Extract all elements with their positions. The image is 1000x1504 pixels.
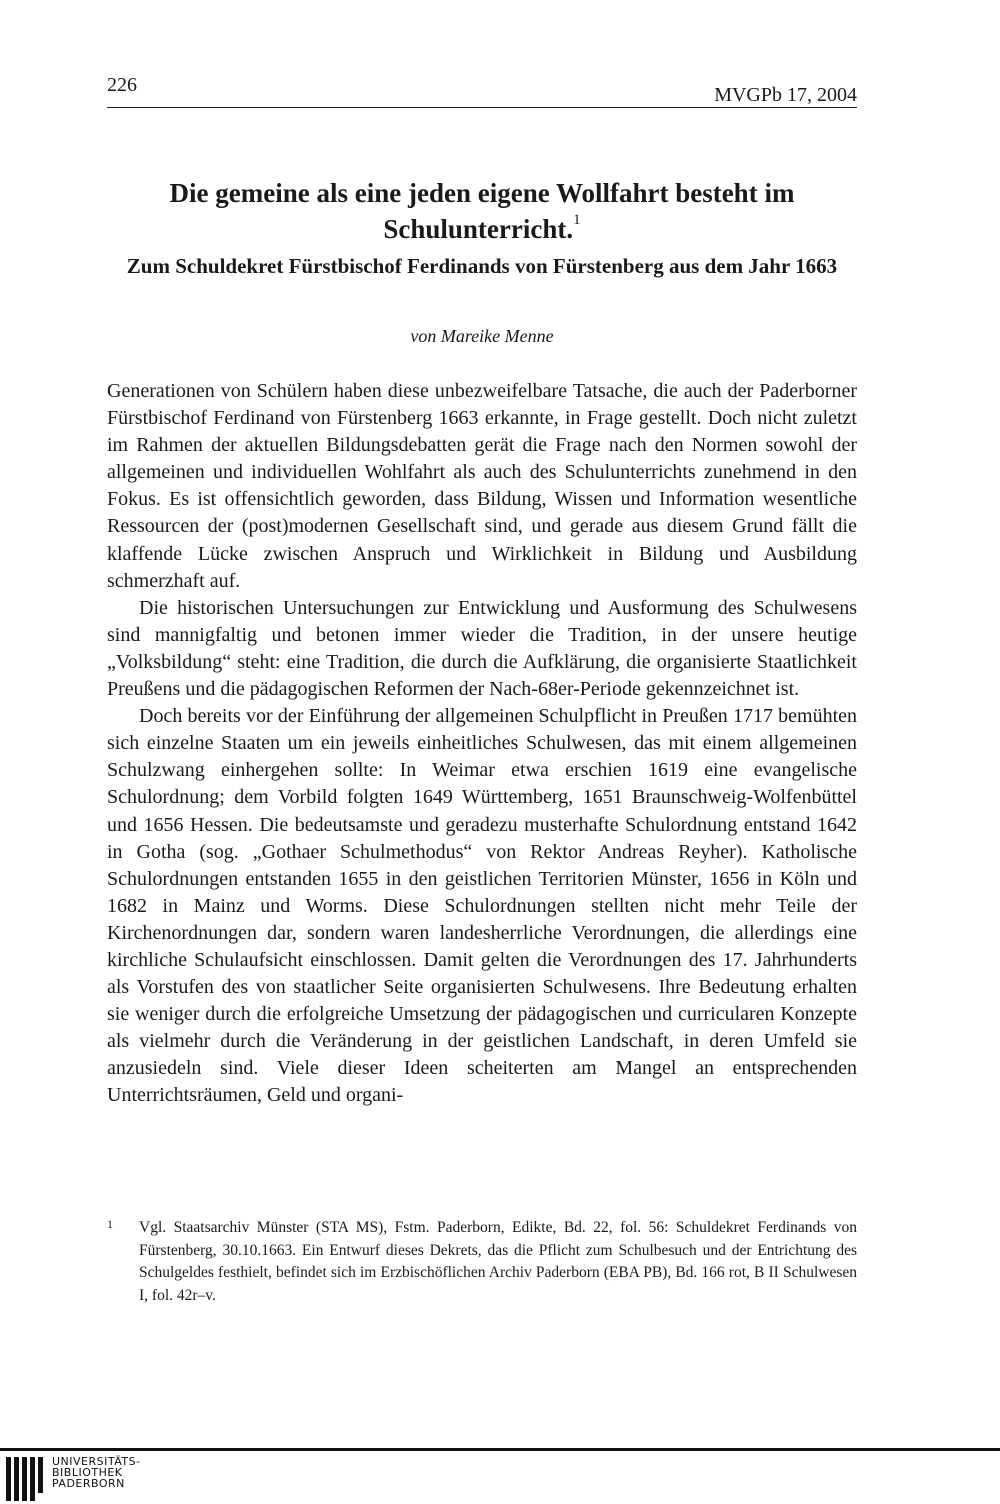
body-paragraph: Doch bereits vor der Einführung der allgemeinen Schulpflicht in Preußen 1717 bemühten sich einzelne Staaten um ein jeweils einheitliches Schulwesen, das mit einem allgemeinen Schulzwang einhergehen sollte: In Weimar etwa erschien 1619 eine evangelische Schulordnung; dem Vorbild folgten 1649 Württemberg, 1651 Braunschweig-Wolfenbüttel und 1656 Hessen. Die bedeutsamste und geradezu musterhafte Schulordnung entstand 1642 in Gotha (sog. „Gothaer Schulmethodus“ von Rektor Andreas Reyher). Katholische Schulordnungen entstanden 1655 in den geistlichen Territorien Münster, 1656 in Köln und 1682 in Mainz und Worms. Diese Schulordnungen stellten nicht mehr Teile der Kirchenordnungen dar, sondern waren landesherrliche Verordnungen, die allerdings eine kirchliche Schulaufsicht einschlossen. Damit gelten die Verordnungen des 17. Jahrhunderts als Vorstufen des von staatlicher Seite organisierten Schulwesens. Ihre Bedeutung erhalten sie weniger durch die erfolgreiche Umsetzung der pädagogischen und curricularen Konzepte als vielmehr durch die Veränderung in der geistlichen Landschaft, in deren Umfeld sie anzusiedeln sind. Viele dieser Ideen scheiterten am Mangel an entsprechenden Unterrichtsräumen, Geld und organi- (107, 705, 857, 1107)
body-paragraph: Generationen von Schülern haben diese unbezweifelbare Tatsache, die auch der Paderborner Fürstbischof Ferdinand von Fürstenberg 1663 erkannte, in Frage gestellt. Doch nicht zuletzt im Rahmen der aktuellen Bildungsdebatten gerät die Frage nach den Normen sowohl der allgemeinen und individuellen Wohlfahrt als auch des Schulunterrichts zunehmend in den Fokus. Es ist offensichtlich geworden, dass Bildung, Wissen und Information wesentliche Ressourcen der (post)modernen Gesellschaft sind, und gerade aus diesem Grund fällt die klaffende Lücke zwischen Anspruch und Wirklichkeit in Bildung und Ausbildung schmerzhaft auf. (107, 380, 857, 592)
footnote-text: Vgl. Staatsarchiv Münster (STA MS), Fstm. Paderborn, Edikte, Bd. 22, fol. 56: Schuldekret Ferdinands von Fürstenberg, 30.10.1663. Ein Entwurf dieses Dekrets, das die Pflicht zum Schulbesuch und der Entrichtung des Schulgeldes festhielt, befindet sich im Erzbischöflichen Archiv Paderborn (EBA PB), Bd. 166 rot, B II Schulwesen I, fol. 42r–v. (139, 1219, 857, 1304)
library-logo (0, 1454, 200, 1504)
library-logo-text: UNIVERSITÄTS- BIBLIOTHEK PADERBORN (52, 1455, 141, 1490)
footnote (107, 1217, 857, 1307)
header-rule (107, 107, 857, 108)
journal-reference: MVGPb 17, 2004 (714, 84, 857, 106)
article-subtitle: Zum Schuldekret Fürstbischof Ferdinands von Fürstenberg aus dem Jahr 1663 (126, 254, 838, 278)
title-footnote-ref[interactable]: 1 (573, 212, 581, 228)
article-title (107, 178, 857, 245)
bottom-rule (0, 1448, 1000, 1451)
body-paragraph: Die historischen Untersuchungen zur Entwicklung und Ausformung des Schulwesens sind mannigfaltig und betonen immer wieder die Tradition, in der unsere heutige „Volksbildung“ steht: eine Tradition, die durch die Aufklärung, die organisierte Staatlichkeit Preußens und die pädagogischen Reformen der Nach-68er-Periode gekennzeichnet ist. (107, 596, 857, 701)
article-body (107, 378, 857, 1110)
article-title-text: Die gemeine als eine jeden eigene Wollfahrt besteht im Schulunterricht. (169, 178, 795, 244)
article-author: von Mareike Menne (410, 326, 554, 346)
footnote-number: 1 (107, 1217, 113, 1231)
running-header (107, 74, 857, 108)
page-number: 226 (107, 74, 137, 96)
